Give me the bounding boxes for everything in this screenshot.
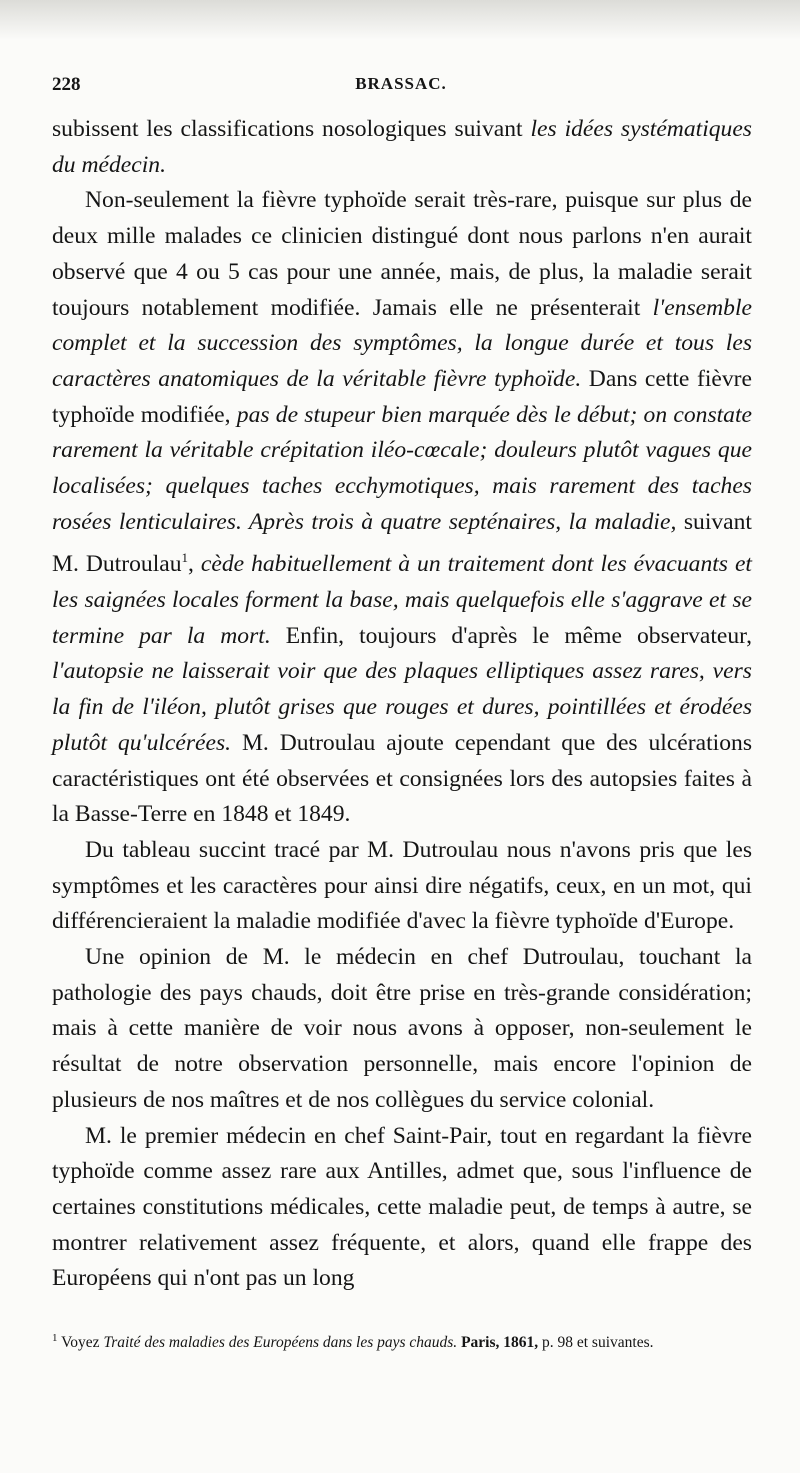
footnote-lead: Voyez (57, 1334, 104, 1352)
p2-text-c: Dans cette fièvre typhoïde modifiée, (52, 365, 752, 428)
p2-italic-b: l'ensemble complet et la succession des symptômes, la longue durée et tous les caractères anatomiques de la véritable fièvre typhoïde. (52, 294, 752, 392)
p2-text-e: suivant M. Dutroulau (52, 508, 752, 578)
p2-text-k: M. Dutroulau ajoute cependant que des ulcérations caractéristiques ont été observées et consignées lors des autopsies faites à la Basse-Terre en 1848 et 1849. (52, 729, 752, 828)
p1-text: subissent les classifications nosologiques suivant (52, 116, 531, 142)
p2-text-i: Enfin, toujours d'après le même observateur, (270, 622, 752, 649)
p2-text-a: Non-seulement la fièvre typhoïde serait très-rare, puisque sur plus de deux mille malades ce clinicien distingué dont nous parlons n'en aurait observé que 4 ou 5 cas pour une année, mais, de plus, la maladie serait toujours notablement modifiée. Jamais elle ne présenterait (52, 187, 752, 321)
paragraph-5: M. le premier médecin en chef Saint-Pair, tout en regardant la fièvre typhoïde comme assez rare aux Antilles, admet que, sous l'influence de certaines constitutions médicales, cette maladie peut, de temps à autre, se montrer relativement assez fréquente, et alors, quand elle frappe des Européens qui n'ont pas un long (52, 1122, 752, 1292)
page-edge-shadow (0, 0, 800, 40)
running-title: BRASSAC. (355, 74, 447, 93)
footnote (52, 1326, 752, 1355)
page-header (52, 74, 750, 104)
paragraph-1 (52, 112, 752, 183)
p2-italic-j: l'autopsie ne laisserait voir que des plaques elliptiques assez rares, vers la fin de l'iléon, plutôt grises que rouges et dures, pointillées et érodées plutôt qu'ulcérées. (52, 658, 752, 756)
footnote-location: Paris, 1861, (457, 1334, 539, 1352)
body-text (52, 112, 752, 1297)
footnote-mark: 1 (52, 1332, 58, 1344)
p2-italic-h: cède habituellement à un traitement dont les évacuants et les saignées locales forment la base, mais quelquefois elle s'aggrave et se termine par la mort. (52, 551, 752, 649)
footnote-ref[interactable]: 1 (181, 550, 189, 566)
page-number: 228 (52, 74, 81, 95)
footnote-title: Traité des maladies des Européens dans les pays chauds. (103, 1334, 458, 1352)
p2-italic-d: pas de stupeur bien marquée dès le début; on constate rarement la véritable crépitation iléo-cœcale; douleurs plutôt vagues que localisées; quelques taches ecchymotiques, mais rarement des taches rosées lenticulaires. Après trois à quatre septénaires, la maladie, (52, 401, 752, 535)
footnote-rest: p. 98 et suivantes. (538, 1334, 654, 1352)
paragraph-2 (52, 183, 752, 833)
p2-text-g: , (188, 551, 201, 578)
paragraph-4: Une opinion de M. le médecin en chef Dutroulau, touchant la pathologie des pays chauds, doit être prise en très-grande considération; mais à cette manière de voir nous avons à opposer, non-seulement le résultat de notre observation personnelle, mais encore l'opinion de plusieurs de nos maîtres et de nos collègues du service colonial. (52, 944, 752, 1113)
paragraph-3: Du tableau succint tracé par M. Dutroulau nous n'avons pris que les symptômes et les caractères pour ainsi dire négatifs, ceux, en un mot, qui différencieraient la maladie modifiée d'avec la fièvre typhoïde d'Europe. (52, 836, 752, 935)
p1-italic: les idées systématiques du médecin. (52, 116, 752, 178)
